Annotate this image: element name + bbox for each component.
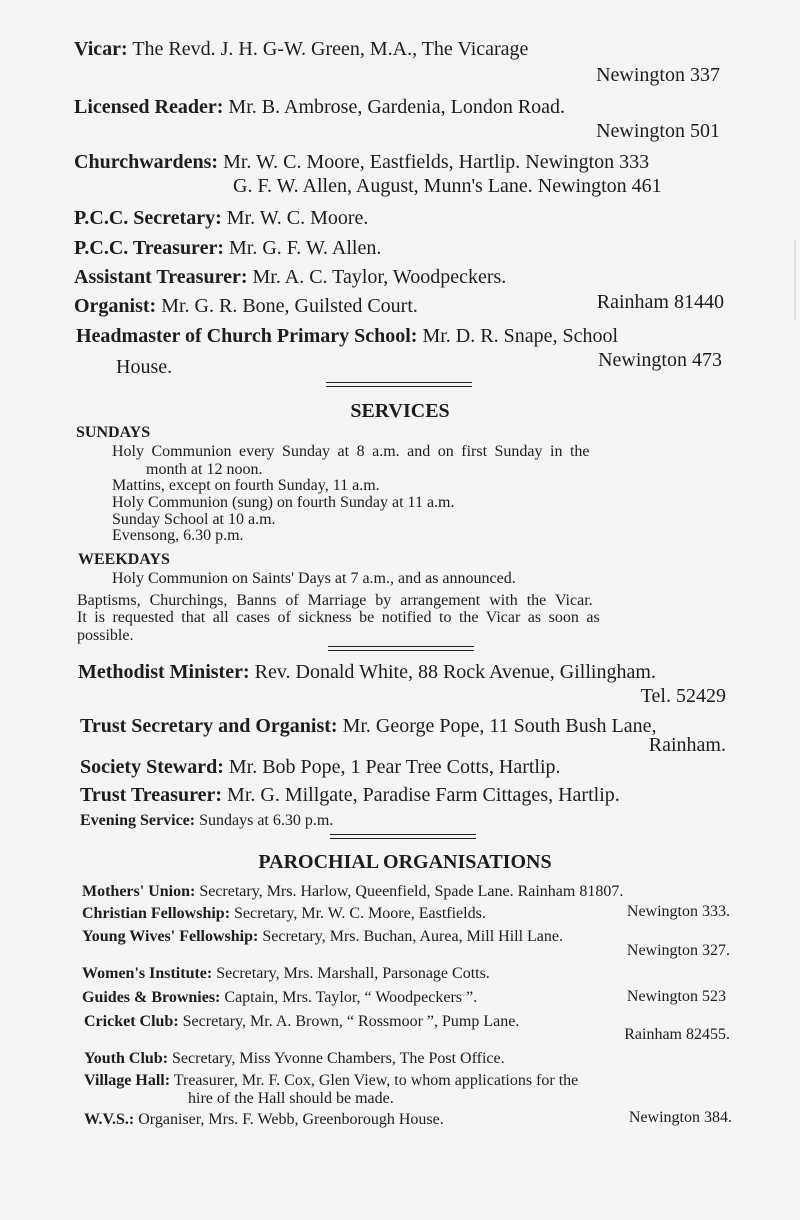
organisation-text: Captain, Mrs. Taylor, “ Woodpeckers ”. bbox=[224, 989, 478, 1006]
services-note-line: possible. bbox=[77, 627, 134, 644]
section-divider bbox=[330, 834, 476, 839]
services-note-line: It is requested that all cases of sickness be notified to the Vicar as soon as bbox=[77, 609, 600, 626]
organisation-young-wives bbox=[82, 928, 563, 946]
section-divider bbox=[326, 382, 472, 387]
organisation-label: Village Hall: bbox=[84, 1072, 171, 1089]
organisation-cricket-club bbox=[84, 1013, 519, 1031]
organisation-text: Secretary, Mrs. Buchan, Aurea, Mill Hill Lane. bbox=[262, 928, 563, 945]
sunday-service-line: Holy Communion (sung) on fourth Sunday at 11 a.m. bbox=[112, 494, 455, 511]
organisation-label: Guides & Brownies: bbox=[82, 989, 221, 1006]
methodist-minister-phone: Tel. 52429 bbox=[640, 685, 726, 707]
pcc-treasurer-label: P.C.C. Treasurer: bbox=[74, 237, 224, 259]
pcc-secretary-text: Mr. W. C. Moore. bbox=[226, 207, 369, 229]
organisation-youth-club bbox=[84, 1050, 505, 1068]
organisation-text: Secretary, Mr. W. C. Moore, Eastfields. bbox=[234, 905, 486, 922]
headmaster-label: Headmaster of Church Primary School: bbox=[76, 325, 418, 347]
trust-treasurer-line bbox=[80, 784, 620, 807]
trust-secretary-text-2: Rainham. bbox=[648, 734, 726, 756]
sunday-service-line: Holy Communion every Sunday at 8 a.m. and on first Sunday in the bbox=[112, 443, 590, 460]
assistant-treasurer-line bbox=[74, 266, 506, 289]
headmaster-line bbox=[76, 325, 618, 348]
services-heading: SERVICES bbox=[350, 400, 450, 422]
organisation-text: Secretary, Mrs. Marshall, Parsonage Cotts. bbox=[216, 965, 490, 982]
organisation-village-hall bbox=[84, 1072, 578, 1090]
churchwardens-line bbox=[74, 151, 649, 174]
sunday-service-line: Sunday School at 10 a.m. bbox=[112, 511, 276, 528]
pcc-treasurer-text: Mr. G. F. W. Allen. bbox=[229, 237, 382, 259]
page-edge-shadow bbox=[794, 240, 796, 320]
headmaster-phone: Newington 473 bbox=[598, 349, 722, 371]
organisation-guides-brownies bbox=[82, 989, 477, 1007]
organisation-wvs bbox=[84, 1111, 444, 1129]
organisation-text-2: hire of the Hall should be made. bbox=[188, 1090, 394, 1107]
reader-phone: Newington 501 bbox=[596, 120, 720, 142]
methodist-minister-text: Rev. Donald White, 88 Rock Avenue, Gillingham. bbox=[254, 661, 656, 683]
organisation-phone: Newington 333. bbox=[626, 903, 730, 920]
organist-phone: Rainham 81440 bbox=[596, 291, 724, 313]
sunday-service-line: Mattins, except on fourth Sunday, 11 a.m. bbox=[112, 477, 380, 494]
methodist-minister-line bbox=[78, 661, 656, 684]
sunday-service-line: month at 12 noon. bbox=[146, 461, 263, 478]
headmaster-text-2: House. bbox=[116, 356, 173, 378]
reader-text: Mr. B. Ambrose, Gardenia, London Road. bbox=[228, 96, 566, 118]
organisation-label: Mothers' Union: bbox=[82, 883, 196, 900]
organisation-phone: Rainham 82455. bbox=[624, 1026, 730, 1043]
society-steward-label: Society Steward: bbox=[80, 756, 224, 778]
organisation-text: Secretary, Mr. A. Brown, “ Rossmoor ”, Pump Lane. bbox=[182, 1013, 520, 1030]
weekday-service-line: Holy Communion on Saints' Days at 7 a.m., and as announced. bbox=[112, 570, 516, 587]
churchwardens-text-1: Mr. W. C. Moore, Eastfields, Hartlip. Newington 333 bbox=[223, 151, 650, 173]
weekdays-heading: WEEKDAYS bbox=[78, 551, 170, 568]
trust-secretary-label: Trust Secretary and Organist: bbox=[80, 715, 338, 737]
methodist-minister-label: Methodist Minister: bbox=[78, 661, 250, 683]
section-divider bbox=[328, 646, 474, 651]
sunday-service-line: Evensong, 6.30 p.m. bbox=[112, 527, 244, 544]
vicar-phone: Newington 337 bbox=[596, 64, 720, 86]
evening-service-line bbox=[80, 812, 333, 830]
vicar-line bbox=[74, 38, 528, 61]
organist-label: Organist: bbox=[74, 295, 157, 317]
organisation-label: Young Wives' Fellowship: bbox=[82, 928, 259, 945]
evening-service-label: Evening Service: bbox=[80, 812, 196, 829]
assistant-treasurer-label: Assistant Treasurer: bbox=[74, 266, 248, 288]
churchwardens-label: Churchwardens: bbox=[74, 151, 219, 173]
vicar-label: Vicar: bbox=[74, 38, 128, 60]
organisation-text: Organiser, Mrs. F. Webb, Greenborough House. bbox=[138, 1111, 444, 1128]
trust-secretary-text: Mr. George Pope, 11 South Bush Lane, bbox=[342, 715, 657, 737]
organisation-text: Secretary, Miss Yvonne Chambers, The Post Office. bbox=[172, 1050, 505, 1067]
organisation-christian-fellowship bbox=[82, 905, 486, 923]
organist-text: Mr. G. R. Bone, Guilsted Court. bbox=[161, 295, 418, 317]
organisation-text: Secretary, Mrs. Harlow, Queenfield, Spade Lane. Rainham 81807. bbox=[199, 883, 624, 900]
pcc-secretary-label: P.C.C. Secretary: bbox=[74, 207, 222, 229]
services-note-line: Baptisms, Churchings, Banns of Marriage by arrangement with the Vicar. bbox=[77, 592, 593, 609]
organist-line bbox=[74, 295, 418, 318]
organisation-label: Cricket Club: bbox=[84, 1013, 179, 1030]
vicar-text: The Revd. J. H. G-W. Green, M.A., The Vicarage bbox=[132, 38, 529, 60]
reader-label: Licensed Reader: bbox=[74, 96, 224, 118]
organisation-phone: Newington 384. bbox=[628, 1109, 732, 1126]
organisation-womens-institute bbox=[82, 965, 490, 983]
organisations-heading: PAROCHIAL ORGANISATIONS bbox=[258, 851, 552, 873]
pcc-treasurer-line bbox=[74, 237, 381, 260]
trust-treasurer-text: Mr. G. Millgate, Paradise Farm Cittages, Hartlip. bbox=[227, 784, 620, 806]
sundays-heading: SUNDAYS bbox=[76, 424, 151, 441]
organisation-mothers-union bbox=[82, 883, 623, 901]
reader-line bbox=[74, 96, 565, 119]
organisation-phone: Newington 523 bbox=[626, 988, 726, 1005]
organisation-label: W.V.S.: bbox=[84, 1111, 135, 1128]
organisation-text: Treasurer, Mr. F. Cox, Glen View, to whom applications for the bbox=[173, 1072, 579, 1089]
organisation-phone: Newington 327. bbox=[626, 942, 730, 959]
churchwardens-text-2: G. F. W. Allen, August, Munn's Lane. Newington 461 bbox=[233, 175, 662, 197]
trust-secretary-line bbox=[80, 715, 656, 738]
society-steward-text: Mr. Bob Pope, 1 Pear Tree Cotts, Hartlip. bbox=[228, 756, 561, 778]
society-steward-line bbox=[80, 756, 561, 779]
assistant-treasurer-text: Mr. A. C. Taylor, Woodpeckers. bbox=[252, 266, 507, 288]
pcc-secretary-line bbox=[74, 207, 368, 230]
evening-service-text: Sundays at 6.30 p.m. bbox=[199, 812, 334, 829]
organisation-label: Women's Institute: bbox=[82, 965, 213, 982]
organisation-label: Christian Fellowship: bbox=[82, 905, 231, 922]
trust-treasurer-label: Trust Treasurer: bbox=[80, 784, 223, 806]
headmaster-text: Mr. D. R. Snape, School bbox=[422, 325, 619, 347]
organisation-label: Youth Club: bbox=[84, 1050, 169, 1067]
